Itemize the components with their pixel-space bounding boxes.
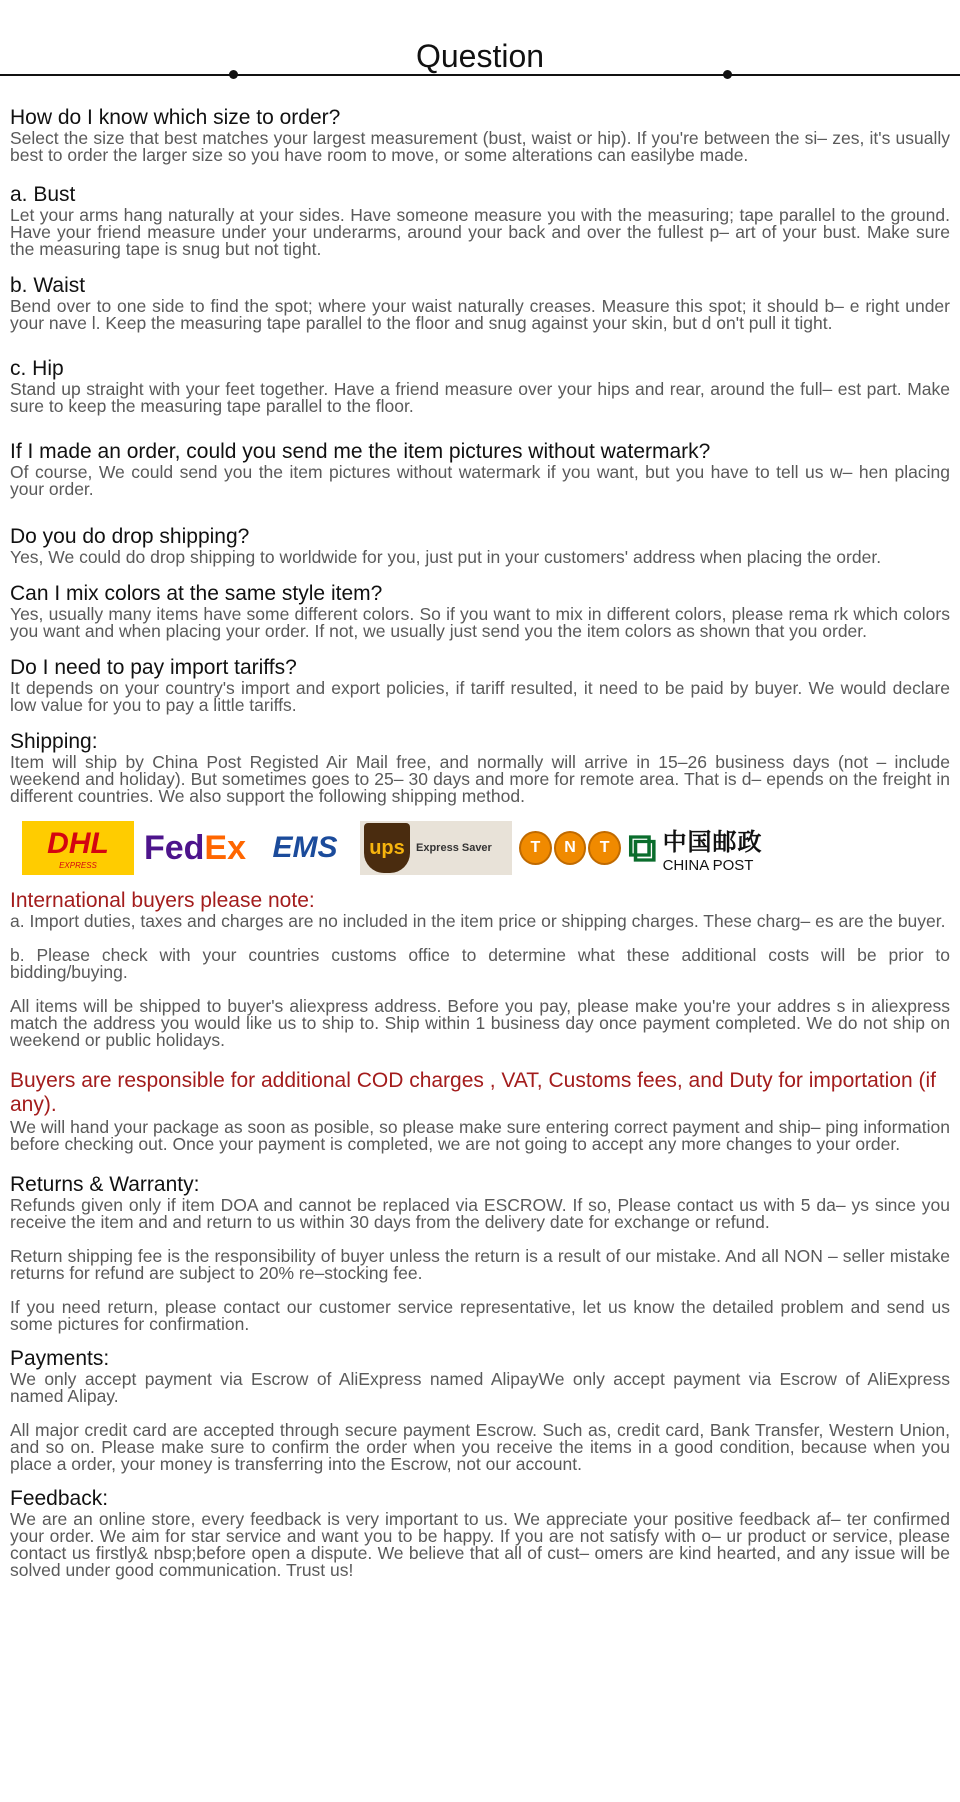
dhl-logo	[22, 821, 134, 875]
faq-question: Do you do drop shipping?	[10, 525, 250, 548]
payments-section	[10, 1347, 950, 1473]
china-post-chinese-name: 中国邮政	[662, 829, 763, 856]
china-post-emblem-icon: ⧉	[628, 825, 657, 870]
faq-answer: Stand up straight with your feet together. Have a friend measure over your hips and rear, around the full– est part. Make sure to keep the measuring tape parallel to the floor.	[10, 379, 950, 416]
faq-question: b. Waist	[10, 274, 86, 297]
international-note-section	[10, 889, 950, 1049]
china-post-english-name: CHINA POST	[662, 857, 754, 874]
returns-paragraph: Return shipping fee is the responsibility of buyer unless the return is a result of our mistake. And all NON – seller mistake returns for refund are subject to 20% re–stocking fee.	[10, 1246, 950, 1283]
international-note-paragraph: b. Please check with your countries customs office to determine what these additional costs will be prior to bidding/buying.	[10, 945, 950, 982]
returns-section	[10, 1173, 950, 1333]
fedex-logo	[140, 821, 250, 875]
dhl-logo-text: DHL	[47, 826, 109, 860]
fedex-logo-ex: Ex	[204, 828, 247, 867]
returns-title: Returns & Warranty:	[10, 1173, 200, 1196]
payments-paragraph: All major credit card are accepted through secure payment Escrow. Such as, credit card, Bank Transfer, Western Union, and so on. Please make sure to confirm the order when you receive the items in a good condition, because when you place a order, your money is transferring into the Escrow, not our account.	[10, 1420, 950, 1474]
faq-item	[10, 525, 950, 566]
fedex-logo-fed: Fed	[143, 828, 205, 867]
faq-answer: Item will ship by China Post Registed Air Mail free, and normally will arrive in 15–26 business days (not – include weekend and holiday). But sometimes goes to 25– 30 days and more for remote area. That is d– epends on the freight in different countries. We also support the following shipping method.	[10, 752, 950, 806]
page-header	[0, 0, 960, 78]
ups-shield-icon	[364, 823, 410, 873]
faq-question: How do I know which size to order?	[10, 106, 341, 129]
tnt-logo	[518, 821, 622, 875]
tnt-logo-letter: T	[588, 831, 621, 865]
faq-item	[10, 183, 950, 258]
faq-question: Shipping:	[10, 730, 98, 753]
cod-title: Buyers are responsible for additional COD charges , VAT, Customs fees, and Duty for importation (if any).	[10, 1069, 936, 1116]
divider-dot-left	[229, 70, 238, 79]
page-title: Question	[415, 38, 545, 74]
feedback-title: Feedback:	[10, 1487, 109, 1510]
faq-answer: Of course, We could send you the item pictures without watermark if you want, but you have to tell us w– hen placing your order.	[10, 462, 950, 499]
ems-logo-text: EMS	[272, 831, 338, 864]
faq-item	[10, 656, 950, 714]
ems-logo	[256, 821, 354, 875]
shipping-carriers	[22, 817, 950, 879]
faq-item	[10, 440, 950, 498]
title-divider	[0, 74, 960, 76]
faq-question: Can I mix colors at the same style item?	[10, 582, 383, 605]
dhl-logo-subtext: EXPRESS	[59, 860, 97, 870]
international-note-title: International buyers please note:	[10, 889, 315, 912]
faq-answer: Yes, usually many items have some different colors. So if you want to mix in different colors, please rema rk which colors you want and when placing your order. If not, we usually just send you the item colors as shown that you order.	[10, 604, 950, 641]
tnt-logo-letter: T	[519, 831, 552, 865]
ups-logo	[360, 821, 512, 875]
faq-item	[10, 730, 950, 805]
faq-item	[10, 357, 950, 415]
ups-logo-text: ups	[369, 836, 405, 859]
faq-answer: Yes, We could do drop shipping to worldwide for you, just put in your customers' address when placing the order.	[10, 547, 882, 567]
faq-question: c. Hip	[10, 357, 64, 380]
payments-title: Payments:	[10, 1347, 110, 1370]
feedback-section	[10, 1487, 950, 1579]
faq-item	[10, 582, 950, 640]
cod-section	[10, 1069, 950, 1153]
tnt-logo-letter: N	[554, 831, 587, 865]
faq-question: a. Bust	[10, 183, 76, 206]
faq-item	[10, 274, 950, 332]
international-note-paragraph: a. Import duties, taxes and charges are no included in the item price or shipping charges. These charg– es are the buyer.	[10, 911, 946, 931]
divider-dot-right	[723, 70, 732, 79]
faq-answer: It depends on your country's import and export policies, if tariff resulted, it need to be paid by buyer. We would declare low value for you to pay a little tariffs.	[10, 678, 950, 715]
cod-paragraph: We will hand your package as soon as posible, so please make sure entering correct payment and ship– ping information before checking out. Once your payment is completed, we are not going to accept any more changes to your order.	[10, 1117, 950, 1154]
feedback-paragraph: We are an online store, every feedback is very important to us. We appreciate your positive feedback af– ter confirmed your order. We aim for star service and want you to be happy. If you are not satisfy with o– ur product or service, please contact us firstly& nbsp;before open a dispute. We believe that all of cust– omers are kind hearted, and any issue will be solved under good communication. Trust us!	[10, 1509, 950, 1580]
faq-question: Do I need to pay import tariffs?	[10, 656, 297, 679]
faq-answer: Let your arms hang naturally at your sides. Have someone measure you with the measuring; tape parallel to the ground. Have your friend measure under your underarms, around your back and over the fullest p– art of your bust. Make sure the measuring tape is snug but not tight.	[10, 205, 950, 259]
faq-question: If I made an order, could you send me the item pictures without watermark?	[10, 440, 711, 463]
faq-answer: Select the size that best matches your largest measurement (bust, waist or hip). If you're between the si– zes, it's usually best to order the larger size so you have room to move, or some alterations can easilybe made.	[10, 128, 950, 165]
faq-item	[10, 106, 950, 164]
returns-paragraph: If you need return, please contact our customer service representative, let us know the detailed problem and send us some pictures for confirmation.	[10, 1297, 950, 1334]
international-note-paragraph: All items will be shipped to buyer's aliexpress address. Before you pay, please make you're your addres s in aliexpress match the address you would like us to ship to. Ship within 1 business day once payment completed. We do not ship on weekend or public holidays.	[10, 996, 950, 1050]
china-post-logo	[628, 821, 798, 875]
faq-answer: Bend over to one side to find the spot; where your waist naturally creases. Measure this spot; it should b– e right under your nave l. Keep the measuring tape parallel to the floor and snug against your skin, but d on't pull it tight.	[10, 296, 950, 333]
returns-paragraph: Refunds given only if item DOA and cannot be replaced via ESCROW. If so, Please contact us with 5 da– ys since you receive the item and and return to us within 30 days from the delivery date for exchange or refund.	[10, 1195, 950, 1232]
payments-paragraph: We only accept payment via Escrow of AliExpress named AlipayWe only accept payment via Escrow of AliExpress named Alipay.	[10, 1369, 950, 1406]
faq-content	[0, 106, 960, 1579]
ups-express-saver-label: Express Saver	[416, 842, 492, 854]
